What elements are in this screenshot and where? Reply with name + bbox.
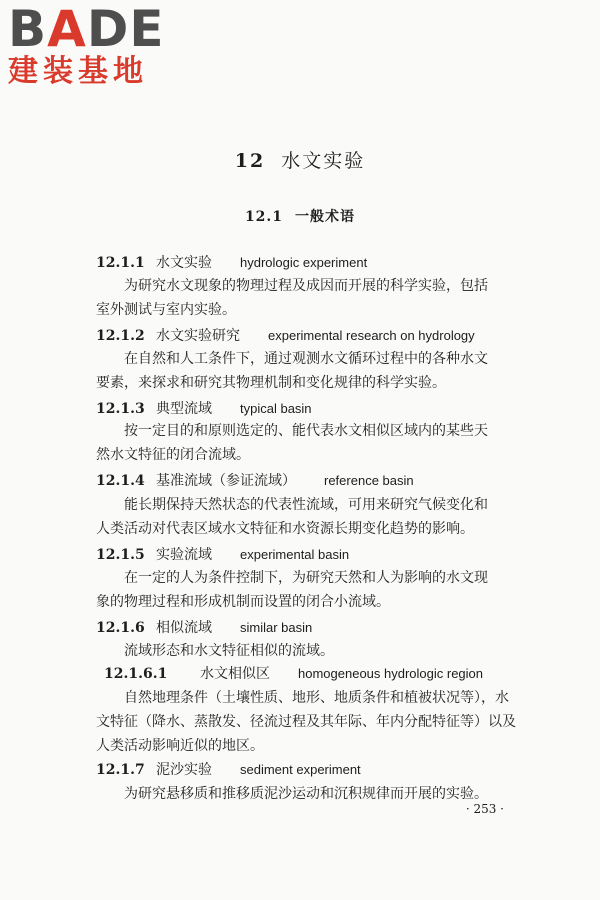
term-number: 12.1.6 <box>96 620 145 636</box>
term-english: reference basin <box>324 473 414 488</box>
chapter-number: 12 <box>234 150 266 172</box>
term-english: similar basin <box>240 620 313 635</box>
term-definition-line: 自然地理条件（土壤性质、地形、地质条件和植被状况等），水 <box>124 690 509 706</box>
brand-logo <box>8 0 165 89</box>
chapter-heading <box>0 146 600 173</box>
page-number: · 253 · <box>465 802 504 816</box>
term-chinese: 典型流域 <box>156 401 212 417</box>
term-definition-line: 按一定目的和原则选定的、能代表水文相似区域内的某些天 <box>124 423 488 439</box>
section-number: 12.1 <box>244 209 284 225</box>
term-definition-line: 为研究悬移质和推移质泥沙运动和沉积规律而开展的实验。 <box>124 786 488 802</box>
term-english: experimental basin <box>240 547 350 562</box>
term-definition-line: 象的物理过程和形成机制而设置的闭合小流域。 <box>96 594 390 610</box>
term-chinese: 基准流域（参证流域） <box>156 473 296 489</box>
term-number: 12.1.1 <box>96 255 145 271</box>
term-chinese: 泥沙实验 <box>156 762 212 778</box>
term-heading <box>96 617 312 637</box>
term-heading <box>96 470 414 490</box>
logo-subtitle: 建装基地 <box>8 54 148 89</box>
term-definition-line: 要素，来探求和研究其物理机制和变化规律的科学实验。 <box>96 375 446 391</box>
term-heading <box>96 252 367 272</box>
term-number: 12.1.2 <box>96 328 145 344</box>
term-english: sediment experiment <box>240 762 361 777</box>
term-definition-line: 流域形态和水文特征相似的流域。 <box>124 643 334 659</box>
term-definition-line: 室外测试与室内实验。 <box>96 302 236 318</box>
term-definition-line: 文特征（降水、蒸散发、径流过程及其年际、年内分配特征等）以及 <box>96 714 516 730</box>
section-heading <box>0 206 600 226</box>
term-definition-line: 然水文特征的闭合流域。 <box>96 447 250 463</box>
term-number: 12.1.4 <box>96 473 145 489</box>
term-chinese: 水文实验研究 <box>156 328 240 344</box>
term-chinese: 实验流域 <box>156 547 212 563</box>
term-definition-line: 人类活动对代表区域水文特征和水资源长期变化趋势的影响。 <box>96 521 474 537</box>
term-heading <box>96 398 312 418</box>
term-heading <box>96 544 349 564</box>
term-heading <box>104 663 483 683</box>
term-number: 12.1.5 <box>96 547 145 563</box>
term-definition-line: 为研究水文现象的物理过程及成因而开展的科学实验，包括 <box>124 278 488 294</box>
term-definition-line: 在自然和人工条件下，通过观测水文循环过程中的各种水文 <box>124 351 488 367</box>
term-number: 12.1.3 <box>96 401 145 417</box>
term-chinese: 水文相似区 <box>200 666 270 682</box>
section-title: 一般术语 <box>295 209 356 225</box>
term-heading <box>96 759 361 779</box>
term-english: hydrologic experiment <box>240 255 368 270</box>
term-english: experimental research on hydrology <box>268 328 475 343</box>
term-definition-line: 人类活动影响近似的地区。 <box>96 738 264 754</box>
term-chinese: 相似流域 <box>156 620 212 636</box>
term-number: 12.1.7 <box>96 762 145 778</box>
term-chinese: 水文实验 <box>156 255 212 271</box>
term-english: homogeneous hydrologic region <box>298 666 484 681</box>
chapter-title: 水文实验 <box>281 150 366 172</box>
term-heading <box>96 325 475 345</box>
term-definition-line: 在一定的人为条件控制下，为研究天然和人为影响的水文现 <box>124 570 488 586</box>
term-english: typical basin <box>240 401 312 416</box>
term-number: 12.1.6.1 <box>104 666 168 682</box>
term-definition-line: 能长期保持天然状态的代表性流域，可用来研究气候变化和 <box>124 497 488 513</box>
logo-wordmark: BADE <box>8 0 165 58</box>
